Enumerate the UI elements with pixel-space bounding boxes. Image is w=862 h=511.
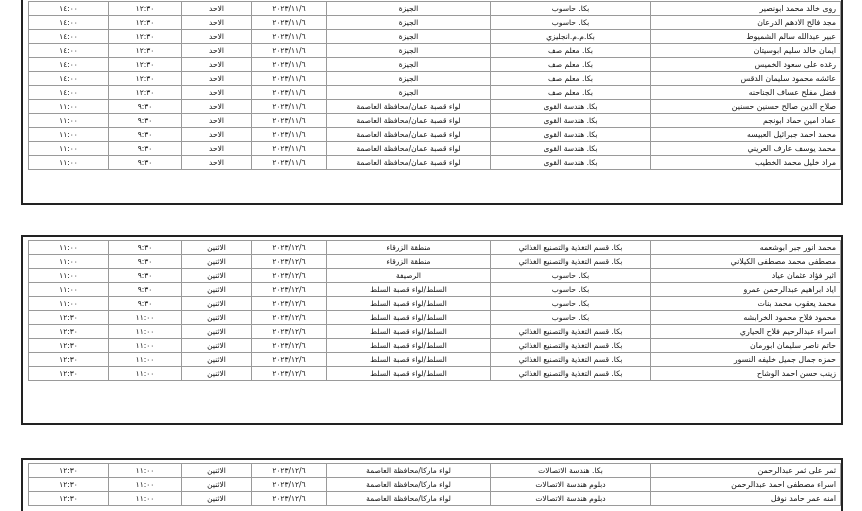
- schedule-page-3: [21, 458, 843, 511]
- major-cell: بكا. قسم التغذية والتصنيع الغذائي: [491, 367, 651, 381]
- location-cell: الجيزة: [327, 16, 491, 30]
- end-time-cell: ١٤:٠٠: [29, 72, 109, 86]
- end-time-cell: ١٢:٣٠: [29, 339, 109, 353]
- start-time-cell: ٩:٣٠: [109, 255, 182, 269]
- date-cell: ٢٠٢٣/١٢/٦: [252, 255, 327, 269]
- major-cell: بكا. هندسة القوى: [491, 156, 651, 170]
- end-time-cell: ١٤:٠٠: [29, 44, 109, 58]
- location-cell: الرصيفة: [327, 269, 491, 283]
- table-row: [29, 16, 841, 30]
- student-name: اياد ابراهيم عبدالرحمن عمرو: [651, 283, 841, 297]
- date-cell: ٢٠٢٣/١٢/٦: [252, 492, 327, 506]
- student-name: اسراء عبدالرحيم فلاح الحياري: [651, 325, 841, 339]
- day-cell: الاثنين: [182, 353, 252, 367]
- date-cell: ٢٠٢٣/١١/٦: [252, 114, 327, 128]
- day-cell: الاثنين: [182, 297, 252, 311]
- end-time-cell: ١٤:٠٠: [29, 30, 109, 44]
- student-name: امنه عمر حامد نوفل: [651, 492, 841, 506]
- location-cell: السلط/لواء قصبة السلط: [327, 325, 491, 339]
- location-cell: لواء قصبة عمان/محافظة العاصمة: [327, 114, 491, 128]
- student-name: مراد خليل محمد الخطيب: [651, 156, 841, 170]
- start-time-cell: ١١:٠٠: [109, 492, 182, 506]
- major-cell: بكا. حاسوب: [491, 269, 651, 283]
- major-cell: بكا. معلم صف: [491, 86, 651, 100]
- day-cell: الاحد: [182, 30, 252, 44]
- table-row: [29, 2, 841, 16]
- major-cell: بكا. حاسوب: [491, 311, 651, 325]
- table-row: [29, 339, 841, 353]
- start-time-cell: ١٢:٣٠: [109, 30, 182, 44]
- major-cell: بكا. حاسوب: [491, 283, 651, 297]
- end-time-cell: ١١:٠٠: [29, 156, 109, 170]
- date-cell: ٢٠٢٣/١٢/٦: [252, 339, 327, 353]
- end-time-cell: ١١:٠٠: [29, 297, 109, 311]
- table-row: [29, 255, 841, 269]
- table-row: [29, 100, 841, 114]
- table-row: [29, 478, 841, 492]
- student-name: عبير عبدالله سالم الشميوط: [651, 30, 841, 44]
- location-cell: لواء ماركا/محافظة العاصمة: [327, 464, 491, 478]
- date-cell: ٢٠٢٣/١١/٦: [252, 30, 327, 44]
- start-time-cell: ١٢:٣٠: [109, 2, 182, 16]
- day-cell: الاثنين: [182, 269, 252, 283]
- date-cell: ٢٠٢٣/١٢/٦: [252, 353, 327, 367]
- start-time-cell: ٩:٣٠: [109, 100, 182, 114]
- date-cell: ٢٠٢٣/١١/٦: [252, 128, 327, 142]
- day-cell: الاحد: [182, 44, 252, 58]
- day-cell: الاثنين: [182, 464, 252, 478]
- day-cell: الاثنين: [182, 367, 252, 381]
- major-cell: بكا. قسم التغذية والتصنيع الغذائي: [491, 255, 651, 269]
- day-cell: الاحد: [182, 58, 252, 72]
- end-time-cell: ١١:٠٠: [29, 269, 109, 283]
- end-time-cell: ١٢:٣٠: [29, 478, 109, 492]
- date-cell: ٢٠٢٣/١٢/٦: [252, 478, 327, 492]
- location-cell: السلط/لواء قصبة السلط: [327, 283, 491, 297]
- table-row: [29, 241, 841, 255]
- date-cell: ٢٠٢٣/١١/٦: [252, 44, 327, 58]
- location-cell: الجيزة: [327, 2, 491, 16]
- start-time-cell: ١٢:٣٠: [109, 86, 182, 100]
- day-cell: الاثنين: [182, 492, 252, 506]
- major-cell: بكا. قسم التغذية والتصنيع الغذائي: [491, 339, 651, 353]
- start-time-cell: ١١:٠٠: [109, 353, 182, 367]
- location-cell: لواء قصبة عمان/محافظة العاصمة: [327, 100, 491, 114]
- table-row: [29, 464, 841, 478]
- location-cell: الجيزة: [327, 30, 491, 44]
- start-time-cell: ١١:٠٠: [109, 478, 182, 492]
- date-cell: ٢٠٢٣/١٢/٦: [252, 283, 327, 297]
- major-cell: بكا. هندسة القوى: [491, 128, 651, 142]
- student-name: محمود فلاح محمود الخرابشه: [651, 311, 841, 325]
- location-cell: لواء ماركا/محافظة العاصمة: [327, 492, 491, 506]
- major-cell: بكا. قسم التغذية والتصنيع الغذائي: [491, 325, 651, 339]
- location-cell: الجيزة: [327, 72, 491, 86]
- location-cell: لواء قصبة عمان/محافظة العاصمة: [327, 142, 491, 156]
- location-cell: الجيزة: [327, 58, 491, 72]
- day-cell: الاثنين: [182, 339, 252, 353]
- start-time-cell: ١١:٠٠: [109, 311, 182, 325]
- end-time-cell: ١٤:٠٠: [29, 16, 109, 30]
- start-time-cell: ٩:٣٠: [109, 297, 182, 311]
- table-row: [29, 353, 841, 367]
- schedule-table-3: [28, 463, 841, 506]
- student-name: محمد يعقوب محمد بنات: [651, 297, 841, 311]
- date-cell: ٢٠٢٣/١١/٦: [252, 72, 327, 86]
- start-time-cell: ١١:٠٠: [109, 367, 182, 381]
- end-time-cell: ١١:٠٠: [29, 241, 109, 255]
- start-time-cell: ٩:٣٠: [109, 156, 182, 170]
- schedule-table-1: [28, 1, 841, 170]
- date-cell: ٢٠٢٣/١٢/٦: [252, 311, 327, 325]
- major-cell: بكا. قسم التغذية والتصنيع الغذائي: [491, 353, 651, 367]
- start-time-cell: ١١:٠٠: [109, 339, 182, 353]
- day-cell: الاحد: [182, 86, 252, 100]
- date-cell: ٢٠٢٣/١١/٦: [252, 16, 327, 30]
- date-cell: ٢٠٢٣/١٢/٦: [252, 269, 327, 283]
- start-time-cell: ١٢:٣٠: [109, 44, 182, 58]
- student-name: زينب حسن احمد الوشاح: [651, 367, 841, 381]
- student-name: اثير فؤاد عثمان عياد: [651, 269, 841, 283]
- major-cell: بكا. هندسة القوى: [491, 114, 651, 128]
- table-row: [29, 367, 841, 381]
- date-cell: ٢٠٢٣/١٢/٦: [252, 325, 327, 339]
- student-name: عماد امين حماد ابونجم: [651, 114, 841, 128]
- table-row: [29, 269, 841, 283]
- table-row: [29, 44, 841, 58]
- student-name: رغده على سعود الخميس: [651, 58, 841, 72]
- day-cell: الاحد: [182, 72, 252, 86]
- schedule-table-2: [28, 240, 841, 381]
- major-cell: بكا. معلم صف: [491, 58, 651, 72]
- end-time-cell: ١٤:٠٠: [29, 86, 109, 100]
- end-time-cell: ١١:٠٠: [29, 283, 109, 297]
- day-cell: الاثنين: [182, 325, 252, 339]
- student-name: ثمر على ثمر عبدالرحمن: [651, 464, 841, 478]
- date-cell: ٢٠٢٣/١٢/٦: [252, 464, 327, 478]
- day-cell: الاحد: [182, 100, 252, 114]
- major-cell: بكا. معلم صف: [491, 44, 651, 58]
- end-time-cell: ١٢:٣٠: [29, 492, 109, 506]
- table-row: [29, 30, 841, 44]
- day-cell: الاحد: [182, 114, 252, 128]
- student-name: ايمان خالد سليم ابوسيتان: [651, 44, 841, 58]
- location-cell: منطقة الزرقاء: [327, 241, 491, 255]
- end-time-cell: ١١:٠٠: [29, 255, 109, 269]
- student-name: محمد انور جبر ابوشعمه: [651, 241, 841, 255]
- table-row: [29, 114, 841, 128]
- location-cell: لواء قصبة عمان/محافظة العاصمة: [327, 128, 491, 142]
- end-time-cell: ١١:٠٠: [29, 128, 109, 142]
- location-cell: السلط/لواء قصبة السلط: [327, 311, 491, 325]
- student-name: محمد احمد جبرائيل العبيسه: [651, 128, 841, 142]
- end-time-cell: ١٤:٠٠: [29, 58, 109, 72]
- major-cell: بكا. حاسوب: [491, 16, 651, 30]
- table-row: [29, 311, 841, 325]
- day-cell: الاثنين: [182, 478, 252, 492]
- table-row: [29, 492, 841, 506]
- major-cell: بكا. حاسوب: [491, 2, 651, 16]
- location-cell: السلط/لواء قصبة السلط: [327, 367, 491, 381]
- date-cell: ٢٠٢٣/١١/٦: [252, 142, 327, 156]
- major-cell: بكا.م.م.انجليزي: [491, 30, 651, 44]
- table-row: [29, 72, 841, 86]
- schedule-page-2: [21, 235, 843, 425]
- date-cell: ٢٠٢٣/١٢/٦: [252, 367, 327, 381]
- date-cell: ٢٠٢٣/١١/٦: [252, 156, 327, 170]
- major-cell: دبلوم هندسة الاتصالات: [491, 492, 651, 506]
- end-time-cell: ١١:٠٠: [29, 142, 109, 156]
- date-cell: ٢٠٢٣/١٢/٦: [252, 297, 327, 311]
- end-time-cell: ١٢:٣٠: [29, 367, 109, 381]
- table-row: [29, 128, 841, 142]
- table-row: [29, 297, 841, 311]
- end-time-cell: ١٢:٣٠: [29, 353, 109, 367]
- end-time-cell: ١٢:٣٠: [29, 311, 109, 325]
- start-time-cell: ٩:٣٠: [109, 283, 182, 297]
- student-name: اسراء مصطفى احمد عبدالرحمن: [651, 478, 841, 492]
- end-time-cell: ١٢:٣٠: [29, 325, 109, 339]
- day-cell: الاثنين: [182, 255, 252, 269]
- student-name: روى خالد محمد ابونصير: [651, 2, 841, 16]
- start-time-cell: ٩:٣٠: [109, 142, 182, 156]
- location-cell: منطقة الزرقاء: [327, 255, 491, 269]
- student-name: عائشه محمود سليمان الدقس: [651, 72, 841, 86]
- start-time-cell: ١٢:٣٠: [109, 16, 182, 30]
- major-cell: بكا. هندسة القوى: [491, 142, 651, 156]
- schedule-table-body: [29, 2, 841, 170]
- location-cell: السلط/لواء قصبة السلط: [327, 353, 491, 367]
- location-cell: السلط/لواء قصبة السلط: [327, 339, 491, 353]
- date-cell: ٢٠٢٣/١١/٦: [252, 58, 327, 72]
- table-row: [29, 283, 841, 297]
- start-time-cell: ١٢:٣٠: [109, 72, 182, 86]
- day-cell: الاثنين: [182, 241, 252, 255]
- start-time-cell: ١١:٠٠: [109, 464, 182, 478]
- major-cell: دبلوم هندسة الاتصالات: [491, 478, 651, 492]
- student-name: مصطفى محمد مصطفى الكيلاني: [651, 255, 841, 269]
- table-row: [29, 156, 841, 170]
- end-time-cell: ١١:٠٠: [29, 114, 109, 128]
- date-cell: ٢٠٢٣/١١/٦: [252, 100, 327, 114]
- location-cell: الجيزة: [327, 86, 491, 100]
- start-time-cell: ١٢:٣٠: [109, 58, 182, 72]
- student-name: حاتم ناصر سليمان ابورمان: [651, 339, 841, 353]
- date-cell: ٢٠٢٣/١١/٦: [252, 2, 327, 16]
- location-cell: الجيزة: [327, 44, 491, 58]
- start-time-cell: ٩:٣٠: [109, 269, 182, 283]
- date-cell: ٢٠٢٣/١٢/٦: [252, 241, 327, 255]
- end-time-cell: ١١:٠٠: [29, 100, 109, 114]
- day-cell: الاثنين: [182, 311, 252, 325]
- student-name: محمد يوسف عارف العريني: [651, 142, 841, 156]
- day-cell: الاحد: [182, 16, 252, 30]
- location-cell: لواء قصبة عمان/محافظة العاصمة: [327, 156, 491, 170]
- day-cell: الاحد: [182, 142, 252, 156]
- start-time-cell: ٩:٣٠: [109, 128, 182, 142]
- student-name: صلاح الدين صالح حسنين حسنين: [651, 100, 841, 114]
- day-cell: الاثنين: [182, 283, 252, 297]
- start-time-cell: ٩:٣٠: [109, 114, 182, 128]
- date-cell: ٢٠٢٣/١١/٦: [252, 86, 327, 100]
- table-row: [29, 142, 841, 156]
- end-time-cell: ١٤:٠٠: [29, 2, 109, 16]
- schedule-table-body: [29, 241, 841, 381]
- student-name: حمزه جمال جميل خليفه النسور: [651, 353, 841, 367]
- major-cell: بكا. حاسوب: [491, 297, 651, 311]
- schedule-page-1: [21, 0, 843, 205]
- start-time-cell: ٩:٣٠: [109, 241, 182, 255]
- major-cell: بكا. معلم صف: [491, 72, 651, 86]
- table-row: [29, 86, 841, 100]
- day-cell: الاحد: [182, 156, 252, 170]
- location-cell: لواء ماركا/محافظة العاصمة: [327, 478, 491, 492]
- table-row: [29, 325, 841, 339]
- major-cell: بكا. هندسة القوى: [491, 100, 651, 114]
- major-cell: بكا. قسم التغذية والتصنيع الغذائي: [491, 241, 651, 255]
- major-cell: بكا. هندسة الاتصالات: [491, 464, 651, 478]
- location-cell: السلط/لواء قصبة السلط: [327, 297, 491, 311]
- end-time-cell: ١٢:٣٠: [29, 464, 109, 478]
- schedule-table-body: [29, 464, 841, 506]
- student-name: فضل مفلح عساف الجناحنه: [651, 86, 841, 100]
- table-row: [29, 58, 841, 72]
- student-name: مجد فالح الادهم الدرعان: [651, 16, 841, 30]
- day-cell: الاحد: [182, 2, 252, 16]
- day-cell: الاحد: [182, 128, 252, 142]
- start-time-cell: ١١:٠٠: [109, 325, 182, 339]
